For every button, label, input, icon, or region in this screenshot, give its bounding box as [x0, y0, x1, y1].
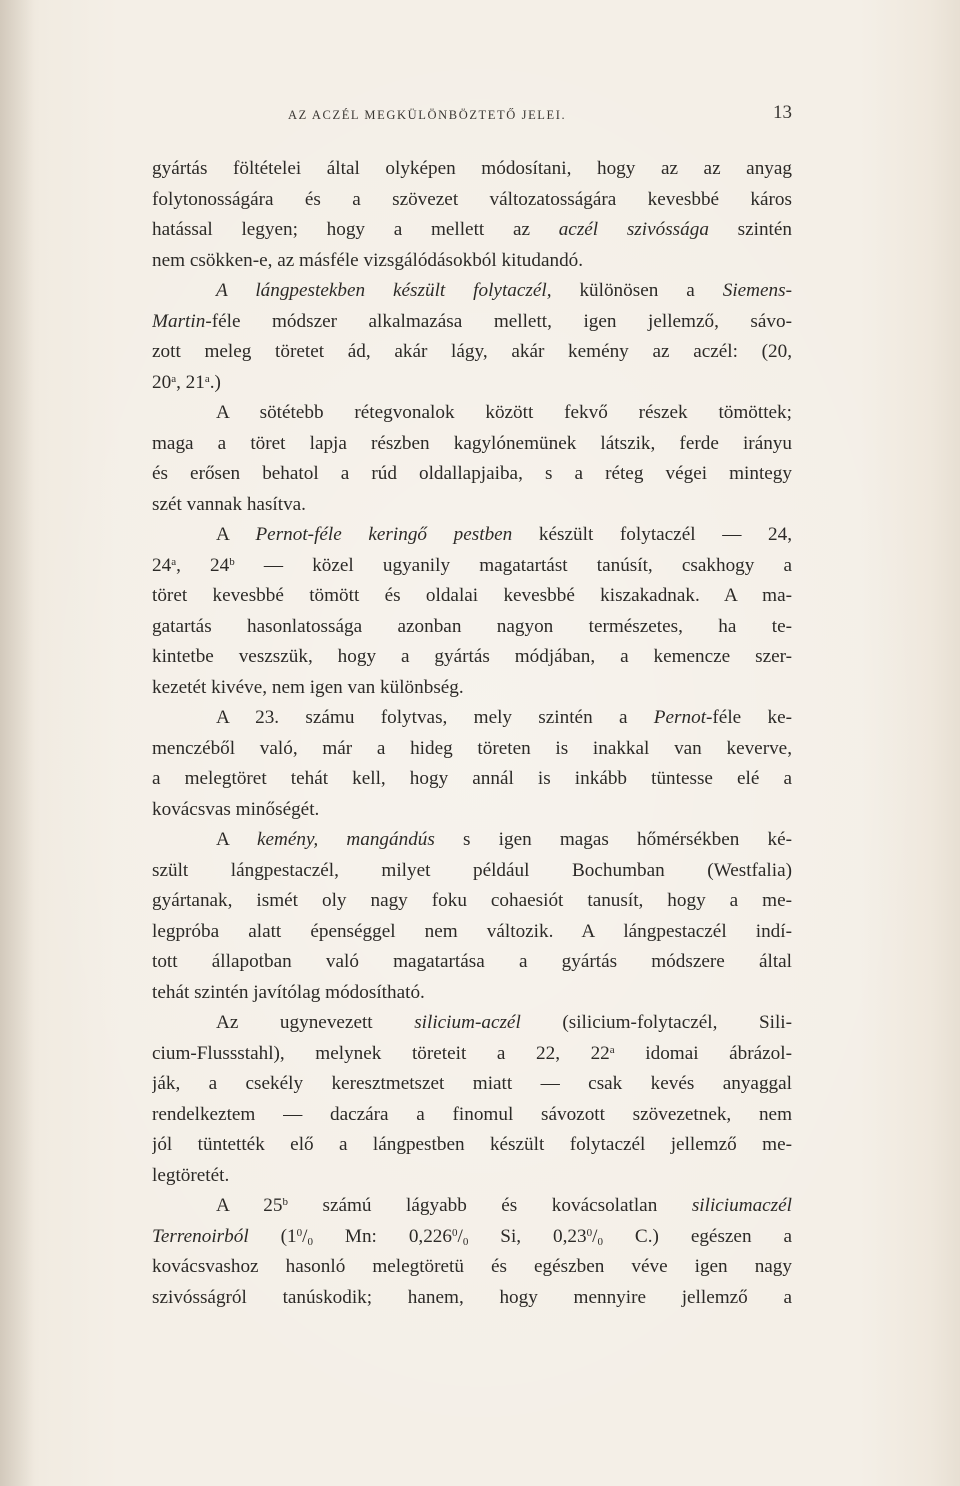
text-line	[152, 703, 792, 734]
text-run: gyártanak, ismét oly nagy foku cohaesiót tanusít, hogy a me-	[152, 890, 792, 911]
text-line	[152, 429, 792, 460]
running-header	[152, 102, 792, 126]
text-run: /	[302, 1225, 308, 1247]
text-line	[152, 886, 792, 917]
text-run: folytonosságára és a szövezet változatosságára kevesbbé káros	[152, 188, 792, 210]
text-run: 24	[152, 554, 172, 576]
text-line	[152, 276, 792, 307]
text-run: ják, a csekély keresztmetszet miatt — csak kevés anyaggal	[152, 1073, 792, 1094]
text-line	[152, 825, 792, 856]
text-run: töret kevesbbé tömött és oldalai kevesbbé kiszakadnak. A ma-	[152, 585, 792, 606]
text-line	[152, 154, 792, 185]
italic-text: Pernot	[653, 707, 707, 728]
text-line	[152, 551, 792, 582]
text-run: Mn: 0,226	[312, 1225, 452, 1247]
text-run: menczéből való, már a hideg töreten is inakkal van keverve,	[152, 737, 792, 759]
text-run: (silicium-folytaczél, Sili-	[520, 1012, 792, 1033]
text-line	[152, 917, 792, 948]
text-line	[152, 1283, 792, 1314]
page-number: 13	[773, 102, 792, 123]
text-run: , 24	[176, 554, 230, 576]
italic-text: Siemens-	[722, 280, 792, 301]
subscript: 0	[462, 1235, 469, 1248]
text-line	[152, 978, 792, 1009]
superscript: 0	[452, 1226, 458, 1239]
text-run: , 21	[176, 371, 205, 393]
superscript: b	[229, 555, 235, 568]
superscript: a	[171, 372, 177, 385]
italic-text: Pernot-féle keringő pestben	[255, 524, 513, 545]
text-run: rendelkeztem — daczára a finomul sávozott szövezetnek, nem	[152, 1103, 792, 1125]
text-run: a melegtöret tehát kell, hogy annál is inkább tüntesse elé a	[152, 768, 792, 789]
text-run: A 25	[216, 1195, 283, 1216]
text-run: számú lágyabb és kovácsolatlan	[288, 1195, 692, 1216]
text-line	[152, 490, 792, 521]
text-line	[152, 246, 792, 277]
text-line	[152, 734, 792, 765]
text-run: -féle ke-	[706, 707, 792, 728]
text-line	[152, 185, 792, 216]
text-line	[152, 764, 792, 795]
text-run: maga a töret lapja részben kagylónemünek látszik, ferde irányu	[152, 432, 792, 454]
text-run: zott meleg töretet ád, akár lágy, akár kemény az aczél: (20,	[152, 341, 792, 362]
text-run: szivósságról tanúskodik; hanem, hogy mennyire jellemző a	[152, 1286, 792, 1308]
text-line	[152, 1069, 792, 1100]
text-run: szét vannak hasítva.	[152, 493, 306, 515]
text-run: tehát szintén javítólag módosítható.	[152, 981, 425, 1003]
superscript: a	[171, 555, 177, 568]
text-run: A sötétebb rétegvonalok között fekvő részek tömöttek;	[216, 402, 792, 423]
text-line	[152, 1130, 792, 1161]
text-line	[152, 581, 792, 612]
text-run: kintetbe veszszük, hogy a gyártás módjában, a kemencze szer-	[152, 646, 792, 667]
text-run: legpróba alatt épenséggel nem változik. A lángpestaczél indí-	[152, 920, 792, 942]
text-run: Si, 0,23	[468, 1225, 587, 1247]
text-line	[152, 520, 792, 551]
text-run: 20	[152, 371, 172, 393]
text-run: (1	[248, 1225, 297, 1247]
text-run: s igen magas hőmérsékben ké-	[434, 829, 792, 850]
text-run: /	[592, 1225, 598, 1247]
running-title: AZ ACZÉL MEGKÜLÖNBÖZTETŐ JELEI.	[288, 108, 567, 122]
text-line	[152, 947, 792, 978]
italic-text: silicium-aczél	[414, 1012, 521, 1033]
text-line	[152, 459, 792, 490]
text-line	[152, 1222, 792, 1253]
text-line	[152, 1100, 792, 1131]
text-run: szült lángpestaczél, milyet például Bochumban (Westfalia)	[152, 859, 792, 881]
text-run: készült folytaczél — 24,	[512, 524, 792, 545]
text-run: -féle módszer alkalmazása mellett, igen jellemző, sávo-	[205, 310, 792, 332]
text-line	[152, 856, 792, 887]
subscript: 0	[597, 1235, 603, 1248]
text-line	[152, 1252, 792, 1283]
text-line	[152, 368, 792, 399]
text-line	[152, 1008, 792, 1039]
text-line	[152, 215, 792, 246]
text-run: .)	[209, 371, 221, 393]
text-run: A	[216, 524, 256, 545]
italic-text: aczél szivóssága	[558, 219, 709, 240]
text-run: kovácsvas minőségét.	[152, 798, 320, 820]
superscript: 0	[586, 1226, 593, 1239]
text-run: C.) egészen a	[602, 1225, 792, 1247]
italic-text: siliciumaczél	[691, 1195, 792, 1216]
text-run: cium-Flussstahl), melynek töreteit a 22, 22	[152, 1042, 610, 1064]
text-run: idomai ábrázol-	[614, 1042, 792, 1064]
italic-text: Martin	[152, 310, 206, 332]
text-run: — közel ugyanily magatartást tanúsít, csakhogy a	[234, 554, 792, 576]
text-run: A	[216, 829, 257, 850]
text-run: jól tüntették elő a lángpestben készült folytaczél jellemző me-	[152, 1134, 792, 1155]
text-line	[152, 1161, 792, 1192]
italic-text: Terrenoirból	[152, 1225, 249, 1247]
text-run: legtöretét.	[152, 1164, 230, 1186]
text-run: szintén	[708, 219, 792, 240]
text-line	[152, 673, 792, 704]
spine-shadow	[0, 0, 34, 1486]
text-run: /	[457, 1225, 463, 1247]
text-run: tott állapotban való magatartása a gyártás módszere által	[152, 951, 792, 972]
text-run: különösen a	[551, 280, 723, 301]
text-line	[152, 795, 792, 826]
superscript: a	[204, 372, 210, 385]
text-line	[152, 1039, 792, 1070]
italic-text: kemény, mangándús	[256, 829, 435, 850]
text-run: gyártás föltételei által olyképen módosítani, hogy az az anyag	[152, 158, 792, 179]
italic-text: A lángpestekben készült folytaczél,	[216, 280, 552, 301]
text-run: hatással legyen; hogy a mellett az	[152, 219, 559, 240]
text-run: Az ugynevezett	[216, 1012, 415, 1033]
text-run: kovácsvashoz hasonló melegtöretü és egészben véve igen nagy	[152, 1256, 792, 1277]
text-line	[152, 1191, 792, 1222]
body-text	[152, 154, 792, 1313]
text-run: nem csökken-e, az másféle vizsgálódásokból kitudandó.	[152, 249, 584, 271]
text-run: gatartás hasonlatossága azonban nagyon természetes, ha te-	[152, 615, 792, 637]
subscript: 0	[307, 1235, 313, 1248]
text-run: A 23. számu folytvas, mely szintén a	[216, 707, 654, 728]
superscript: b	[282, 1196, 288, 1208]
text-line	[152, 642, 792, 673]
text-line	[152, 307, 792, 338]
text-line	[152, 337, 792, 368]
text-line	[152, 612, 792, 643]
text-run: kezetét kivéve, nem igen van különbség.	[152, 676, 464, 698]
superscript: a	[609, 1043, 615, 1056]
text-run: és erősen behatol a rúd oldallapjaiba, s a réteg végei mintegy	[152, 463, 792, 484]
superscript: 0	[296, 1226, 303, 1239]
text-line	[152, 398, 792, 429]
